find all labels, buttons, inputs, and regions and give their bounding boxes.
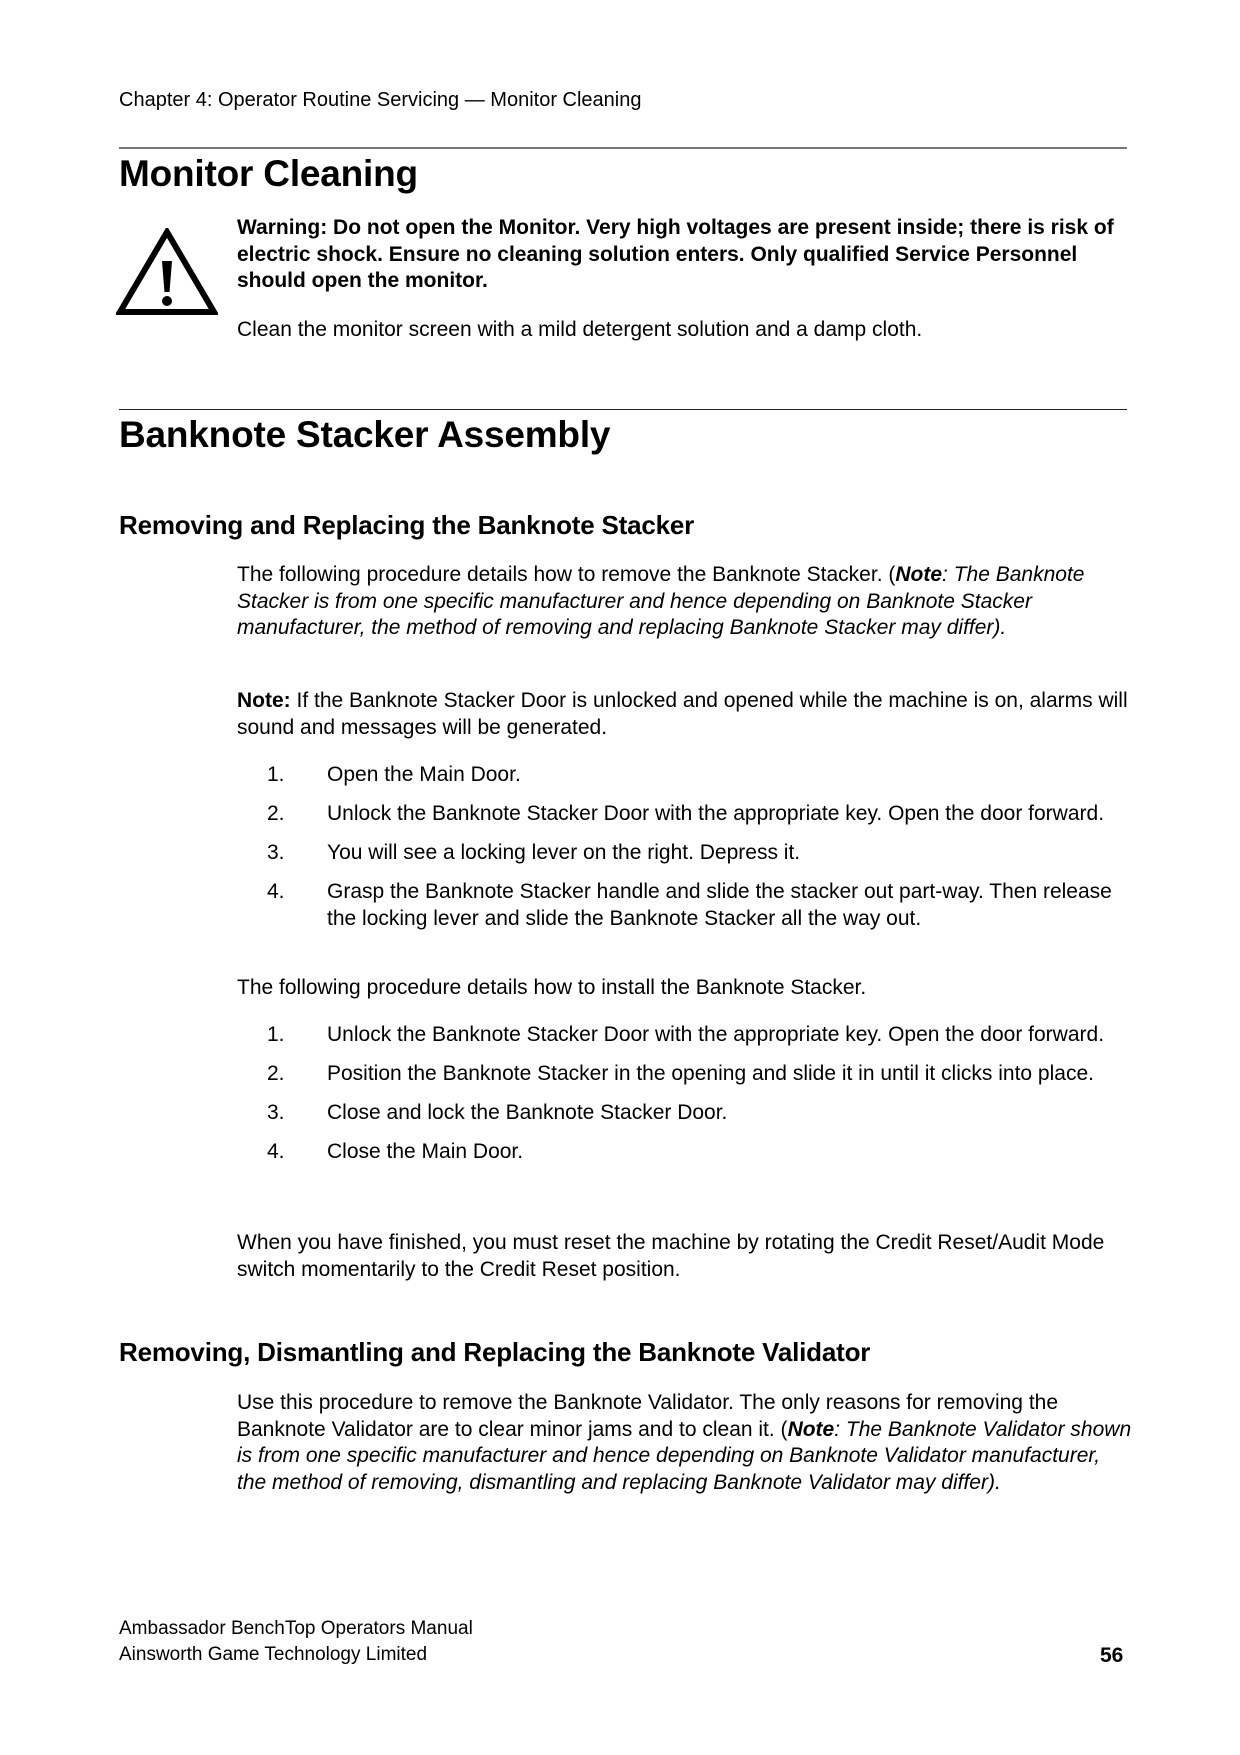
list-item (237, 762, 1132, 789)
step-number: 3. (267, 1101, 285, 1124)
intro-italic-text: : The Banknote Stacker is from one specific manufacturer and hence depending on Banknote Stacker manufacturer, the method of removing and replacing Banknote Stacker may differ). (237, 563, 1085, 639)
list-item (237, 1061, 1132, 1088)
intro-text: The following procedure details how to remove the Banknote Stacker. ( (237, 563, 896, 586)
step-number: 1. (267, 763, 285, 786)
step-text: Grasp the Banknote Stacker handle and slide the stacker out part-way. Then release the locking lever and slide the Banknote Stacker all the way out. (327, 880, 1112, 930)
note-text: If the Banknote Stacker Door is unlocked and opened while the machine is on, alarms will sound and messages will be generated. (237, 689, 1128, 739)
remove-steps-list (237, 762, 1132, 945)
list-item (237, 801, 1132, 828)
intro-italic-text: : The Banknote Validator shown is from one specific manufacturer and hence depending on Banknote Validator manufacturer, the method of removing, dismantling and replacing Banknote Validator may differ). (237, 1417, 1132, 1494)
step-text: Position the Banknote Stacker in the opening and slide it in until it clicks into place. (327, 1062, 1094, 1085)
section-title-banknote-stacker-assembly: Banknote Stacker Assembly (119, 414, 611, 455)
footer-company: Ainsworth Game Technology Limited (119, 1644, 428, 1665)
step-text: You will see a locking lever on the right. Depress it. (327, 841, 801, 864)
step-text: Open the Main Door. (327, 763, 521, 786)
stacker-door-note (237, 688, 1132, 741)
note-label: Note (895, 563, 943, 586)
install-steps-list (237, 1022, 1132, 1178)
list-item (237, 879, 1132, 932)
step-number: 3. (267, 841, 285, 864)
section-title-monitor-cleaning: Monitor Cleaning (119, 153, 418, 194)
section-divider (119, 409, 1127, 410)
validator-intro-paragraph (237, 1390, 1132, 1496)
subsection-heading-removing-replacing: Removing and Replacing the Banknote Stacker (119, 510, 695, 540)
stacker-intro-paragraph (237, 562, 1132, 642)
warning-text: Warning: Do not open the Monitor. Very high voltages are present inside; there is risk of electric shock. Ensure no cleaning solution enters. Only qualified Service Personnel should open the monitor. (237, 216, 1114, 292)
footer-manual-title: Ambassador BenchTop Operators Manual (119, 1618, 473, 1639)
section-divider (119, 147, 1127, 149)
step-number: 2. (267, 1062, 285, 1085)
cleaning-instruction: Clean the monitor screen with a mild detergent solution and a damp cloth. (237, 318, 923, 341)
subsection-heading-validator: Removing, Dismantling and Replacing the Banknote Validator (119, 1337, 871, 1367)
note-label: Note: (237, 689, 291, 712)
list-item (237, 1100, 1132, 1127)
step-number: 2. (267, 802, 285, 825)
running-header: Chapter 4: Operator Routine Servicing — Monitor Cleaning (119, 89, 642, 111)
step-number: 4. (267, 880, 285, 903)
list-item (237, 1022, 1132, 1049)
intro-text: Use this procedure to remove the Banknote Validator. The only reasons for removing the Banknote Validator are to clear minor jams and to clean it. ( (237, 1391, 1059, 1441)
step-text: Unlock the Banknote Stacker Door with the appropriate key. Open the door forward. (327, 802, 1105, 825)
step-number: 1. (267, 1023, 285, 1046)
list-item (237, 1139, 1132, 1166)
warning-triangle-icon (116, 228, 218, 316)
page-number: 56 (1100, 1644, 1124, 1667)
list-item (237, 840, 1132, 867)
note-label: Note (787, 1417, 835, 1441)
finish-instruction: When you have finished, you must reset the machine by rotating the Credit Reset/Audit Mode switch momentarily to the Credit Reset position. (237, 1231, 1105, 1281)
step-number: 4. (267, 1140, 285, 1163)
step-text: Close and lock the Banknote Stacker Door. (327, 1101, 728, 1124)
step-text: Close the Main Door. (327, 1140, 524, 1163)
install-intro: The following procedure details how to install the Banknote Stacker. (237, 976, 867, 999)
step-text: Unlock the Banknote Stacker Door with the appropriate key. Open the door forward. (327, 1023, 1105, 1046)
